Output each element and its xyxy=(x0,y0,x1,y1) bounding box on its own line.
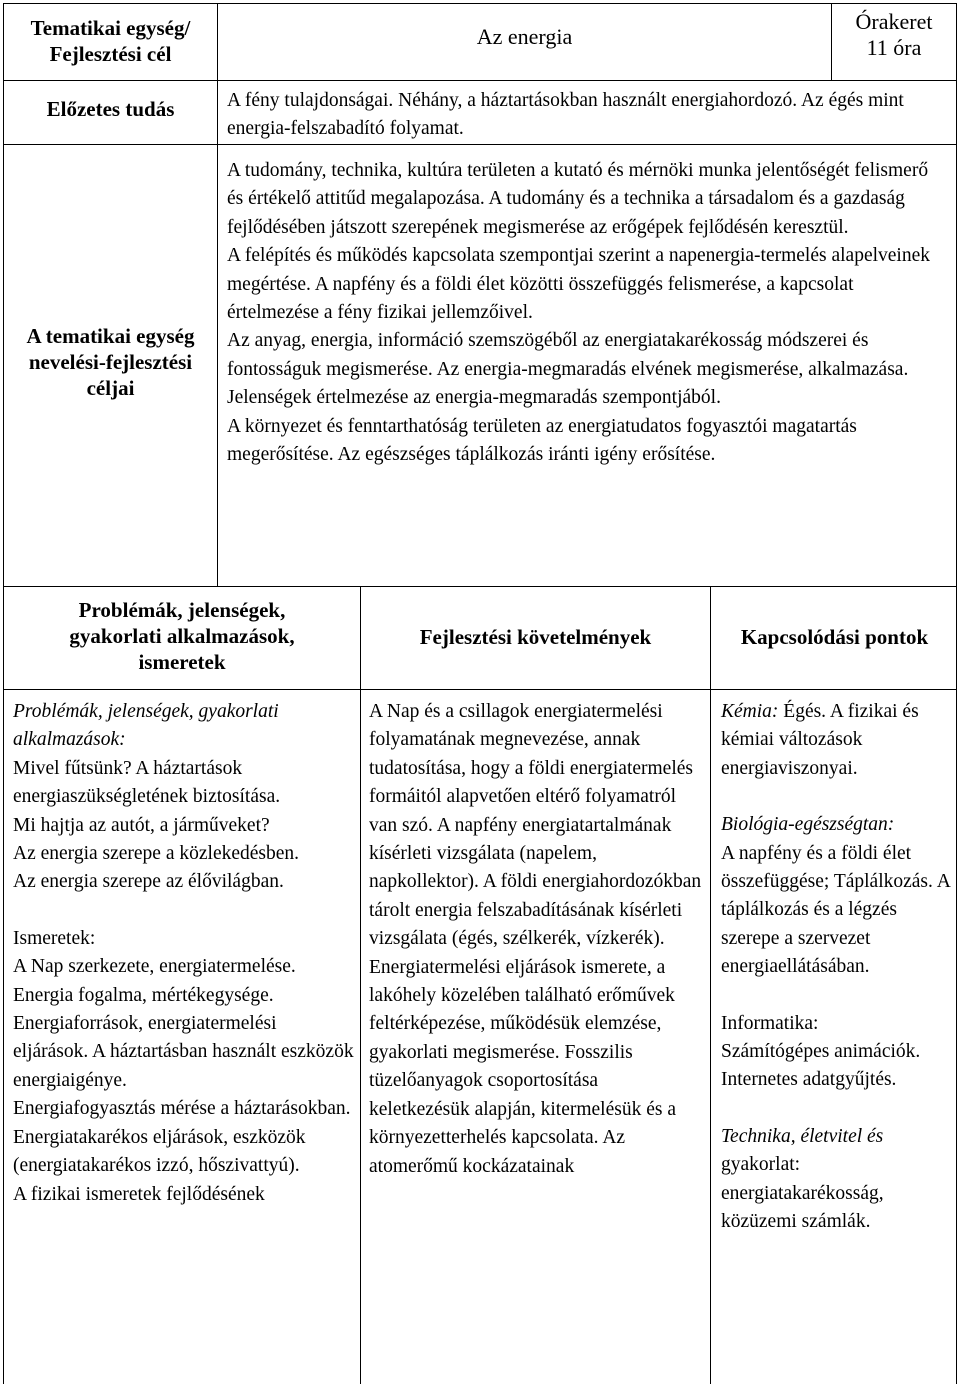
requirements-header: Fejlesztési követelmények xyxy=(419,625,652,649)
requirements-header-cell xyxy=(361,587,711,689)
goals-paragraph-1: A tudomány, technika, kultúra területen a kutató és mérnöki munka jelentőségét felismerő és értékelő attitűd megalapozása. A tudomány és a technika a társadalom és a gazdaság fejlődésében játszott szerepének megismerése az erőgépek fejlődésén keresztül. xyxy=(227,160,929,238)
content-row xyxy=(3,690,957,1384)
goals-label: A tematikai egység nevelési-fejlesztési céljai xyxy=(26,323,195,400)
goals-text-cell xyxy=(218,145,958,586)
header-unit-line2: Fejlesztési cél xyxy=(49,42,172,66)
prior-knowledge-row xyxy=(3,81,957,145)
goals-paragraph-2: A felépítés és működés kapcsolata szempontjai szerint a napenergia-termelés alapelveinek megértése. A napfény és a földi élet közötti összefüggés felismerése, a kapcsolat értelmezése a fény fizikai jellemzőivel. xyxy=(227,245,930,324)
biology-label: Biológia-egészségtan: xyxy=(721,814,895,836)
goals-paragraph-4: A környezet és fenntarthatóság területen az energiatudatos fogyasztói magatartás megerősítése. Az egészséges táplálkozás iránti igény erősítése. xyxy=(227,415,857,466)
prior-knowledge-text-cell xyxy=(218,81,958,144)
problems-cell xyxy=(4,690,361,1384)
knowledge-label: Ismeretek: xyxy=(13,927,96,949)
curriculum-table xyxy=(3,3,957,1384)
prior-knowledge-label-cell xyxy=(4,81,218,144)
chemistry-text: Égés. A fizikai és kémiai változások energiaviszonyai. xyxy=(721,701,919,779)
informatics-label: Informatika: xyxy=(721,1012,819,1034)
goals-row xyxy=(3,145,957,587)
prior-knowledge-text: A fény tulajdonságai. Néhány, a háztartásokban használt energiahordozó. Az égés mint energia-felszabadító folyamat. xyxy=(227,90,904,140)
header-hours-cell xyxy=(832,4,956,80)
technics-label-2: gyakorlat: xyxy=(721,1154,801,1176)
technics-label: Technika, életvitel és xyxy=(721,1125,884,1147)
problems-item: Mivel fűtsünk? A háztartások energiaszükségletének biztosítása. xyxy=(13,757,281,808)
goals-label-cell xyxy=(4,145,218,586)
header-title-cell xyxy=(218,4,832,80)
problems-sub-label: Problémák, jelenségek, gyakorlati alkalmazások: xyxy=(13,701,279,751)
header-unit-cell xyxy=(4,4,218,80)
chemistry-label: Kémia: xyxy=(721,701,779,722)
header-unit-line1: Tematikai egység/ xyxy=(30,16,191,40)
knowledge-item: Energiatakarékos eljárások, eszközök (energiatakarékos izzó, hőszivattyú). xyxy=(13,1126,306,1177)
knowledge-item: Energiafogyasztás mérése a háztarásokban. xyxy=(13,1098,351,1120)
requirements-text: A Nap és a csillagok energiatermelési folyamatának megnevezése, annak tudatosítása, hogy a földi energiatermelés formáitól alapvetően eltérő folyamatról van szó. A napfény energiatartalmának kísérleti vizsgálata (napelem, napkollektor). A földi energiahordozókban tárolt energia felszabadításának kísérleti vizsgálata (égés, szélkerék, vízkerék). Energiatermelési eljárások ismerete, a lakóhely közelében található erőművek feltérképezése, működésük elemzése, gyakorlati megismerése. Fosszilis tüzelőanyagok csoportosítása keletkezésük alapján, kitermelésük és a környezetterhelés kapcsolata. Az atomerőmű kockázatainak xyxy=(369,701,702,1177)
hours-value: 11 óra xyxy=(866,35,922,60)
header-row xyxy=(3,3,957,81)
problems-item: Mi hajtja az autót, a járműveket? xyxy=(13,814,270,836)
technics-text: energiatakarékosság, közüzemi számlák. xyxy=(721,1182,884,1233)
connections-header-cell xyxy=(711,587,958,689)
connection-chemistry xyxy=(721,698,952,783)
problems-item: Az energia szerepe az élővilágban. xyxy=(13,871,284,893)
topic-title: Az energia xyxy=(476,23,573,49)
biology-text: A napfény és a földi élet összefüggése; Táplálkozás. A táplálkozás és a légzés szerepe a szervezet energiaellátásában. xyxy=(721,842,950,978)
knowledge-item: A Nap szerkezete, energiatermelése. Energia fogalma, mértékegysége. xyxy=(13,956,296,1006)
knowledge-item: A fizikai ismeretek fejlődésének xyxy=(13,1183,265,1205)
knowledge-item: Energiaforrások, energiatermelési eljárások. A háztartásban használt eszközök energiaigénye. xyxy=(13,1013,354,1091)
problems-header: Problémák, jelenségek, gyakorlati alkalmazások, ismeretek xyxy=(69,598,295,674)
requirements-cell xyxy=(361,690,711,1384)
informatics-text: Számítógépes animációk. Internetes adatgyűjtés. xyxy=(721,1041,921,1091)
hours-label: Órakeret xyxy=(855,9,933,34)
connections-header: Kapcsolódási pontok xyxy=(740,625,929,649)
problems-item: Az energia szerepe a közlekedésben. xyxy=(13,843,300,865)
connections-cell xyxy=(711,690,958,1384)
problems-header-cell xyxy=(4,587,361,689)
prior-knowledge-label: Előzetes tudás xyxy=(46,96,175,121)
column-headers-row xyxy=(3,587,957,690)
goals-paragraph-3: Az anyag, energia, információ szemszögéből az energiatakarékosság módszerei és fontosságuk megismerése. Az energia-megmaradás elvének megismerése, alkalmazása. Jelenségek értelmezése az energia-megmaradás szempontjából. xyxy=(227,330,909,409)
